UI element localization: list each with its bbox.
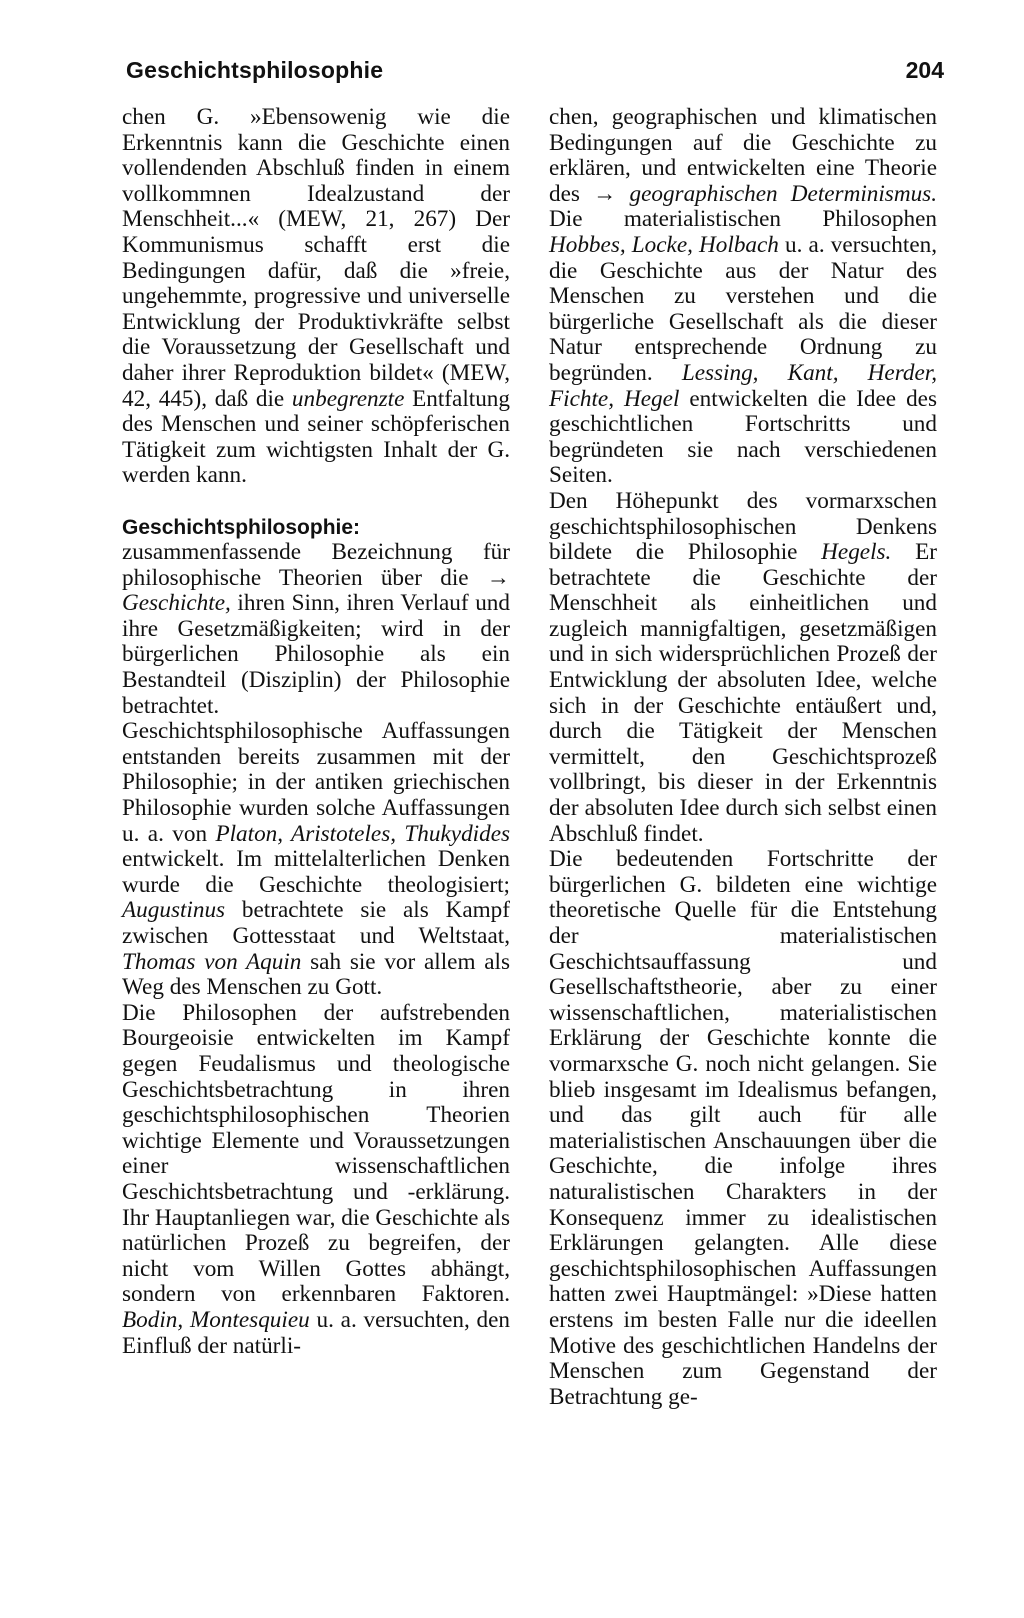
- text-run: u. a. versuchten, die Geschichte aus der Natur des Menschen zu verstehen und die bürgerliche Gesellschaft als die dieser Natur entsprechende Ordnung zu begründen.: [549, 231, 937, 386]
- text-run: Entfaltung des Menschen und seiner schöpferischen Tätigkeit zum wichtigsten Inhalt der G. werden kann.: [122, 385, 510, 489]
- text-run: Die bedeutenden Fortschritte der bürgerlichen G. bildeten eine wichtige theoretische Quelle für die Entstehung der materialistischen Geschichtsauffassung und Gesellschaftstheorie, aber zu einer wissenschaftlichen, materialistischen Erklärung der Geschichte konnte die vormarxsche G. noch nicht gelangen. Sie blieb insgesamt im Idealismus befangen, und das gilt auch für alle materialistischen Anschauungen über die Geschichte, die infolge ihres naturalistischen Charakters in der Konsequenz immer zu idealistischen Erklärungen gelangten. Alle diese geschichtsphilosophischen Auffassungen hatten zwei Hauptmängel: »Diese hatten erstens im besten Falle nur die ideellen Motive des geschichtlichen Handelns der Menschen zum Gegenstand der Betrachtung ge-: [549, 846, 937, 1410]
- left-column: [122, 105, 510, 1359]
- emphasis-text: unbegrenzte: [291, 385, 405, 412]
- page-number: 204: [905, 57, 944, 83]
- cross-reference: Geschichte,: [122, 590, 231, 617]
- text-run: chen G. »Ebensowenig wie die Erkenntnis kann die Geschichte einen vollendenden Abschluß finden in einem vollkommnen Idealzustand der Menschheit...« (MEW, 21, 267) Der Kommunismus schafft erst die Bedingungen dafür, daß die »freie, ungehemmte, progressive und universelle Entwicklung der Produktivkräfte selbst die Voraussetzung der Gesellschaft und daher ihrer Reproduktion bildet« (MEW, 42, 445), daß die: [122, 104, 510, 412]
- body-paragraph: [549, 489, 937, 847]
- person-names: Platon, Aristoteles, Thukydides: [215, 820, 511, 847]
- body-paragraph: [122, 719, 510, 1001]
- entry-headword: Geschichtsphilosophie:: [122, 515, 361, 539]
- text-run: entwickelten die Idee des geschichtlichen Fortschritts und begründeten sie nach verschiedenen Seiten.: [549, 385, 937, 489]
- person-names: Hegels.: [821, 539, 892, 566]
- person-names: Augustinus: [122, 897, 226, 924]
- continuation-paragraph: [122, 105, 510, 489]
- text-run: Er betrachtete die Geschichte der Menschheit als einheitlichen und zugleich mannigfaltigen, gesetzmäßigen und in sich widersprüchlichen Prozeß der Entwicklung der absoluten Idee, welche sich in der Geschichte entäußert und, durch die Tätigkeit der Menschen vermittelt, den Geschichtsprozeß vollbringt, bis dieser in der Erkenntnis der absoluten Idee durch sich selbst einen Abschluß findet.: [549, 539, 937, 847]
- text-run: Die Philosophen der aufstrebenden Bourgeoisie entwickelten im Kampf gegen Feudalismus und theologische Geschichtsbetrachtung in ihren geschichtsphilosophischen Theorien wichtige Elemente und Voraussetzungen einer wissenschaftlichen Geschichtsbetrachtung und -erklärung. Ihr Hauptanliegen war, die Geschichte als natürlichen Prozeß zu begreifen, der nicht vom Willen Gottes abhängt, sondern von erkennbaren Faktoren.: [122, 999, 510, 1308]
- entry-paragraph: [122, 515, 510, 720]
- body-paragraph: [122, 1001, 510, 1359]
- text-run: Geschichtsphilosophische Auffassungen entstanden bereits zusammen mit der Philosophie; in der antiken griechischen Philosophie wurden solche Auffassungen u. a. von: [122, 718, 510, 847]
- body-paragraph: [549, 105, 937, 489]
- text-run: betrachtete sie als Kampf zwischen Gottesstaat und Weltstaat,: [122, 897, 510, 949]
- person-names: Lessing, Kant, Herder, Fichte, Hegel: [549, 359, 937, 412]
- person-names: Hobbes, Locke, Holbach: [549, 231, 779, 258]
- text-run: entwickelt. Im mittelalterlichen Denken wurde die Geschichte theologisiert;: [122, 846, 510, 898]
- text-run: sah sie vor allem als Weg des Menschen zu Gott.: [122, 948, 510, 1001]
- person-names: Bodin, Montesquieu: [122, 1306, 310, 1333]
- running-head-title: Geschichtsphilosophie: [126, 57, 384, 83]
- right-column: [549, 105, 937, 1410]
- text-run: zusammenfassende Bezeichnung für philosophische Theorien über die →: [122, 539, 510, 591]
- text-run: Die materialistischen Philosophen: [549, 206, 937, 233]
- text-run: Den Höhepunkt des vormarxschen geschichtsphilosophischen Denkens bildete die Philosophie: [549, 487, 937, 566]
- text-run: u. a. versuchten, den Einfluß der natürli-: [122, 1306, 510, 1359]
- running-head: [126, 52, 944, 88]
- text-run: ihren Sinn, ihren Verlauf und ihre Gesetzmäßigkeiten; wird in der bürgerlichen Philosophie als ein Bestandteil (Disziplin) der Philosophie betrachtet.: [122, 590, 510, 719]
- cross-reference: geographischen Determinismus.: [629, 180, 937, 207]
- text-run: chen, geographischen und klimatischen Bedingungen auf die Geschichte zu erklären, und entwickelten eine Theorie des →: [549, 104, 937, 207]
- person-names: Thomas von Aquin: [122, 948, 302, 975]
- body-paragraph: [549, 847, 937, 1410]
